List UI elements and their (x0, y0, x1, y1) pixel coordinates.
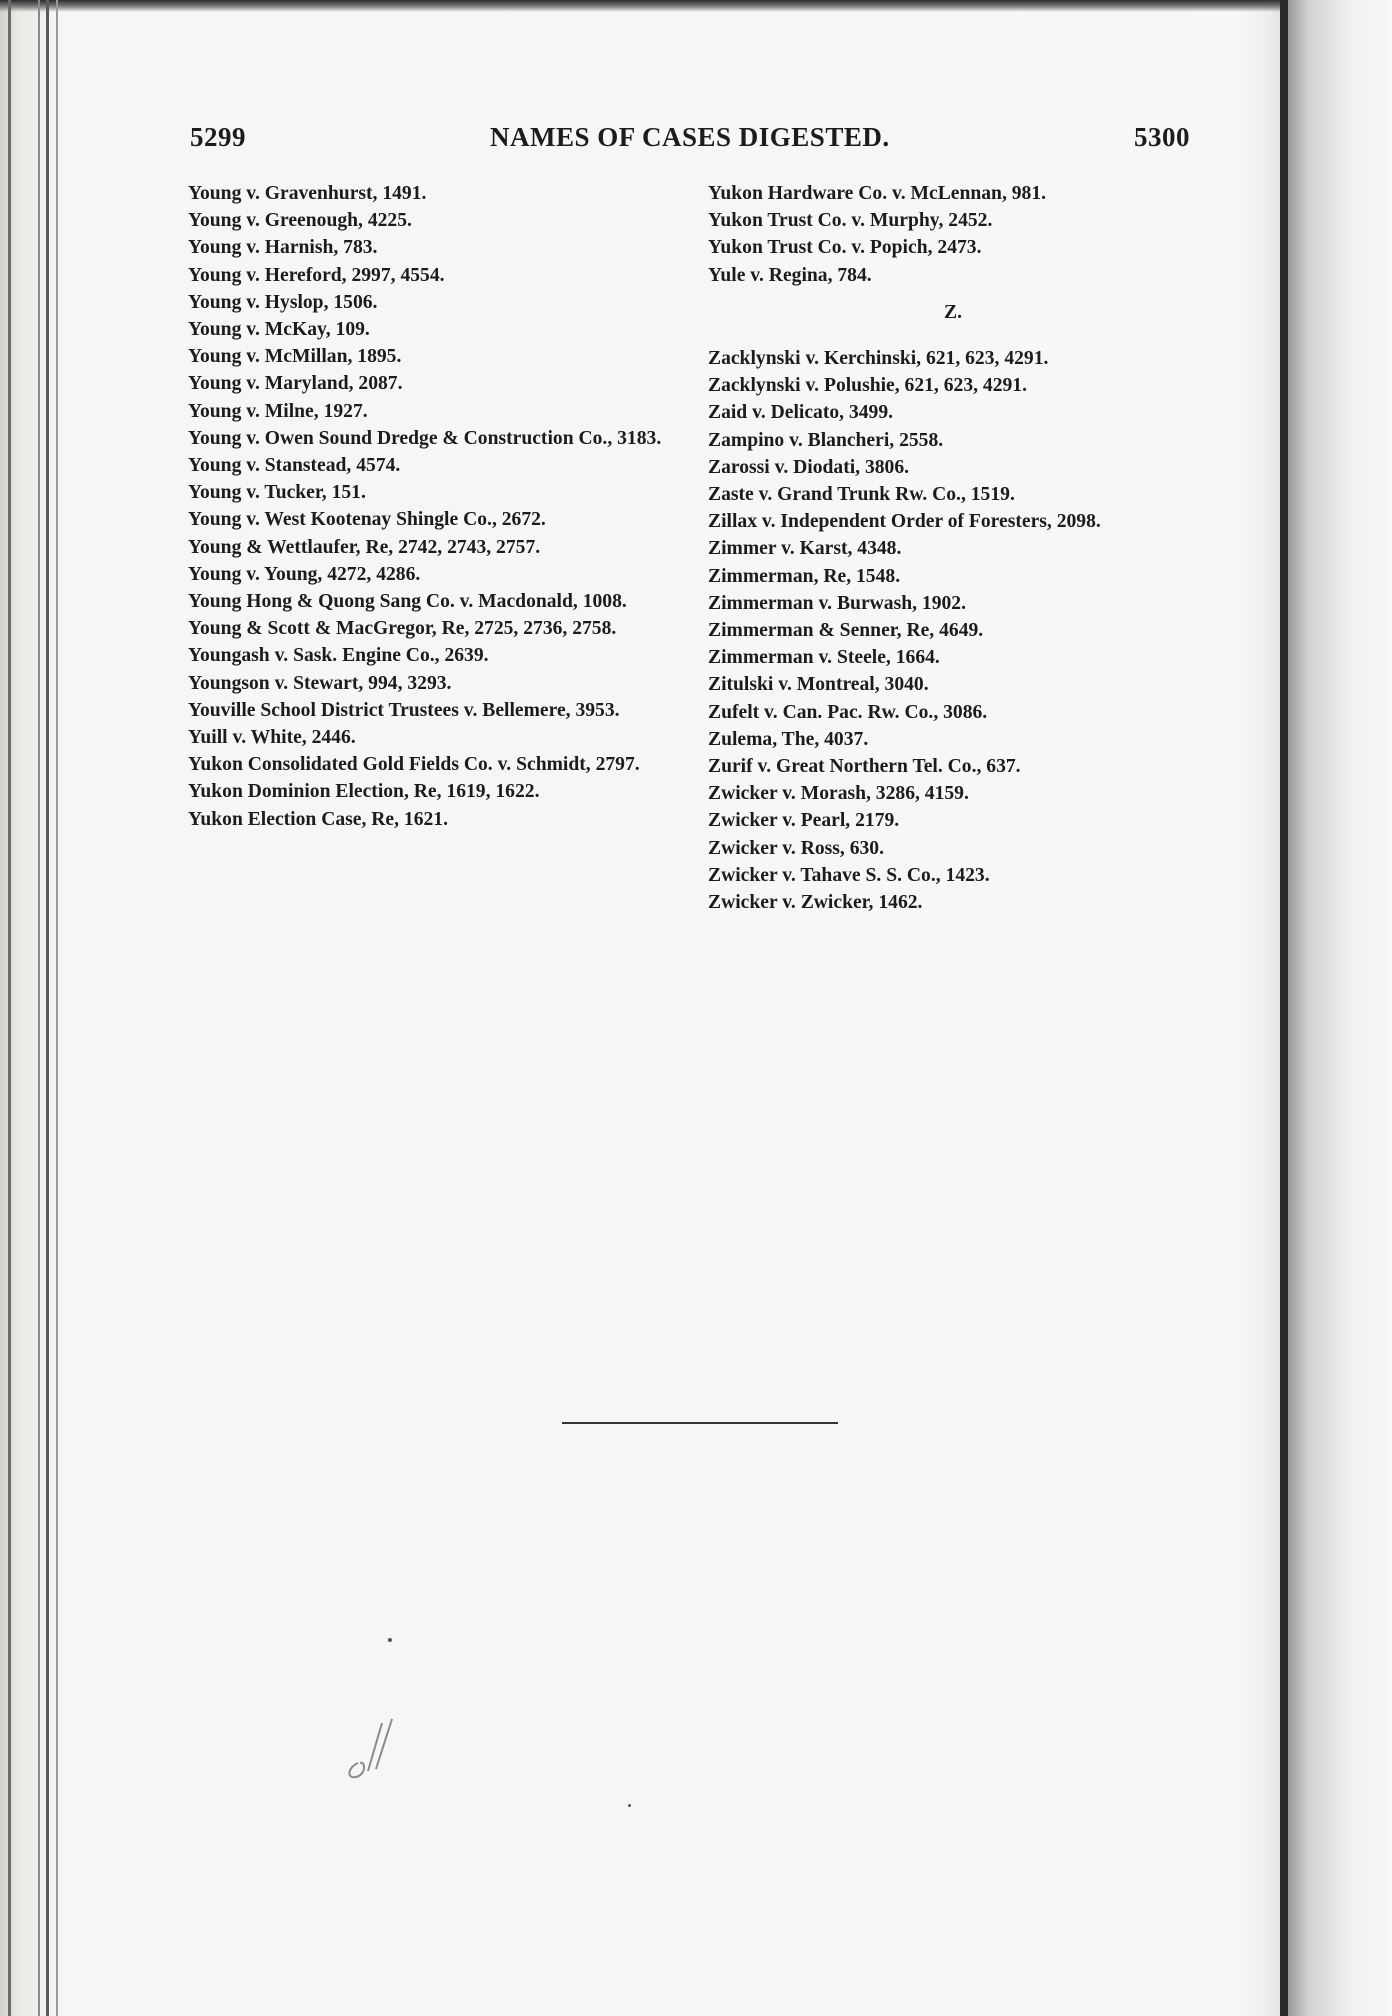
case-entry: Young v. Harnish, 783. (188, 237, 378, 259)
right-binding-edge (1270, 0, 1392, 2016)
end-rule-divider (562, 1422, 838, 1424)
case-entry: Young v. McKay, 109. (188, 319, 370, 341)
case-entry: Zulema, The, 4037. (708, 728, 869, 750)
case-entry: Young v. Stanstead, 4574. (188, 455, 401, 477)
section-heading-z: Z. (944, 301, 962, 323)
page-number-right: 5300 (1134, 122, 1190, 152)
case-entry: Zimmerman v. Steele, 1664. (708, 647, 940, 669)
paper-speck (388, 1638, 392, 1642)
page-number-left: 5299 (190, 122, 246, 152)
case-entry: Zarossi v. Diodati, 3806. (708, 456, 910, 478)
case-entry: Youngson v. Stewart, 994, 3293. (188, 672, 452, 694)
case-entry: Zacklynski v. Polushie, 621, 623, 4291. (708, 375, 1028, 397)
case-entry: Young v. Greenough, 4225. (188, 210, 412, 232)
case-entry: Zillax v. Independent Order of Foresters, 2098. (708, 511, 1101, 533)
case-entry: Young & Wettlaufer, Re, 2742, 2743, 2757. (188, 536, 541, 558)
case-entry: Yukon Election Case, Re, 1621. (188, 808, 448, 830)
case-entry: Young v. West Kootenay Shingle Co., 2672. (188, 509, 546, 531)
case-entry: Yule v. Regina, 784. (708, 264, 872, 286)
page-top-edge (0, 0, 1392, 12)
case-entry: Young v. McMillan, 1895. (188, 346, 402, 368)
case-entry: Zampino v. Blancheri, 2558. (708, 429, 944, 451)
right-column (708, 180, 1198, 916)
case-entry: Zimmer v. Karst, 4348. (708, 538, 902, 560)
case-entry: Young v. Hereford, 2997, 4554. (188, 264, 445, 286)
case-entry: Zwicker v. Tahave S. S. Co., 1423. (708, 864, 990, 886)
page-title: NAMES OF CASES DIGESTED. (490, 122, 890, 152)
case-entry: Young v. Maryland, 2087. (188, 373, 403, 395)
case-entry: Zufelt v. Can. Pac. Rw. Co., 3086. (708, 701, 988, 723)
case-entry: Young v. Gravenhurst, 1491. (188, 183, 427, 204)
paper-speck (628, 1804, 631, 1807)
case-entry: Young & Scott & MacGregor, Re, 2725, 2736, 2758. (188, 618, 617, 640)
case-entry: Young v. Hyslop, 1506. (188, 291, 378, 313)
case-entry: Youville School District Trustees v. Bellemere, 3953. (188, 699, 620, 721)
case-entry: Zitulski v. Montreal, 3040. (708, 674, 929, 696)
left-column (188, 180, 678, 833)
page-header (190, 122, 1190, 162)
pencil-mark-scribble (340, 1705, 410, 1785)
case-entry: Zacklynski v. Kerchinski, 621, 623, 4291. (708, 348, 1049, 370)
case-entry: Zaste v. Grand Trunk Rw. Co., 1519. (708, 484, 1015, 506)
left-binding-edge (0, 0, 70, 2016)
case-entry: Yukon Hardware Co. v. McLennan, 981. (708, 183, 1047, 204)
case-entry: Zwicker v. Zwicker, 1462. (708, 892, 923, 914)
case-entry: Young v. Owen Sound Dredge & Construction Co., 3183. (188, 427, 662, 449)
case-entry: Yukon Consolidated Gold Fields Co. v. Schmidt, 2797. (188, 754, 640, 776)
case-entry: Zimmerman & Senner, Re, 4649. (708, 620, 984, 642)
case-entry: Zwicker v. Ross, 630. (708, 837, 884, 859)
case-entry: Yukon Dominion Election, Re, 1619, 1622. (188, 781, 540, 803)
case-entry: Yukon Trust Co. v. Popich, 2473. (708, 237, 982, 259)
case-entry: Zurif v. Great Northern Tel. Co., 637. (708, 756, 1021, 778)
case-entry: Zaid v. Delicato, 3499. (708, 402, 894, 424)
case-entry: Zwicker v. Pearl, 2179. (708, 810, 900, 832)
case-entry: Yuill v. White, 2446. (188, 727, 356, 749)
case-entry: Zimmerman, Re, 1548. (708, 565, 901, 587)
case-entry: Young v. Tucker, 151. (188, 482, 366, 504)
case-entry: Zimmerman v. Burwash, 1902. (708, 592, 966, 614)
case-entry: Young v. Young, 4272, 4286. (188, 563, 421, 585)
case-entry: Young v. Milne, 1927. (188, 400, 368, 422)
case-entry: Zwicker v. Morash, 3286, 4159. (708, 783, 969, 805)
case-entry: Young Hong & Quong Sang Co. v. Macdonald, 1008. (188, 591, 627, 613)
case-entry: Youngash v. Sask. Engine Co., 2639. (188, 645, 489, 667)
case-entry: Yukon Trust Co. v. Murphy, 2452. (708, 210, 993, 232)
